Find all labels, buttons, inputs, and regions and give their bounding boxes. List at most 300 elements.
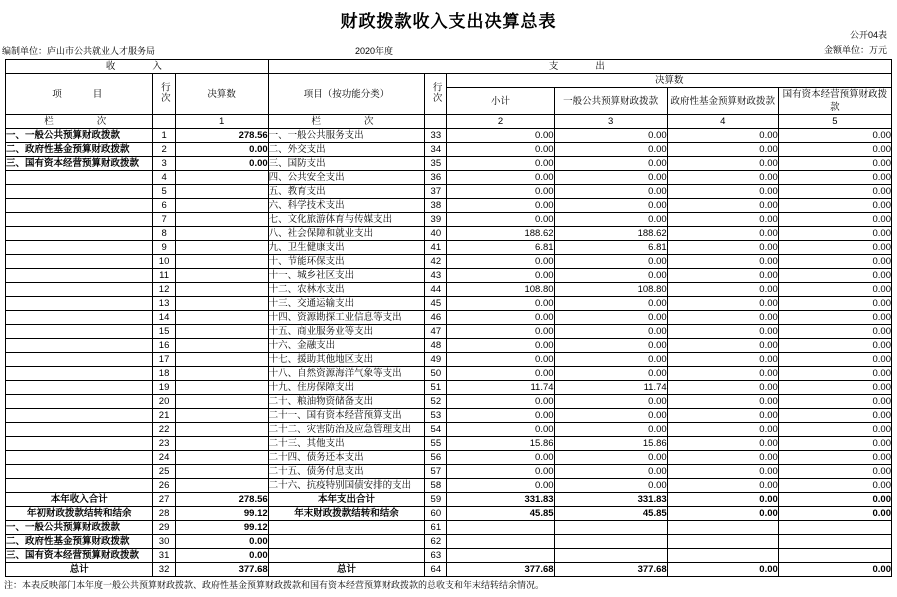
- table-row: [6, 549, 892, 563]
- income-item: [6, 185, 153, 199]
- income-line: 13: [153, 297, 175, 311]
- expense-item: 十、节能环保支出: [268, 255, 425, 269]
- expense-item: 十九、住房保障支出: [268, 381, 425, 395]
- table-row: [6, 325, 892, 339]
- expense-state-capital: [778, 521, 891, 535]
- expense-line: 52: [425, 395, 447, 409]
- col-num-1: 1: [175, 115, 268, 129]
- expense-general-public: 0.00: [554, 143, 667, 157]
- expense-gov-fund: 0.00: [667, 199, 778, 213]
- expense-state-capital: 0.00: [778, 353, 891, 367]
- expense-state-capital: 0.00: [778, 409, 891, 423]
- state-capital-header: 国有资本经营预算财政拨款: [778, 88, 891, 115]
- expense-state-capital: 0.00: [778, 269, 891, 283]
- expense-gov-fund: [667, 535, 778, 549]
- income-value: [175, 241, 268, 255]
- expense-line: 54: [425, 423, 447, 437]
- income-line: 27: [153, 493, 175, 507]
- income-value: [175, 437, 268, 451]
- expense-state-capital: 0.00: [778, 479, 891, 493]
- expense-line-header: 行次: [425, 74, 447, 115]
- expense-item: [268, 535, 425, 549]
- expense-line: 44: [425, 283, 447, 297]
- expense-gov-fund: 0.00: [667, 381, 778, 395]
- table-row: [6, 171, 892, 185]
- income-value: [175, 451, 268, 465]
- table-note: 注：本表反映部门本年度一般公共预算财政拨款、政府性基金预算财政拨款和国有资本经营预算财政拨款的总收支和年末结转结余情况。: [4, 580, 545, 590]
- income-value: [175, 479, 268, 493]
- expense-item: 一、一般公共服务支出: [268, 129, 425, 143]
- expense-gov-fund: 0.00: [667, 185, 778, 199]
- expense-subtotal: 0.00: [447, 199, 554, 213]
- expense-line: 35: [425, 157, 447, 171]
- expense-gov-fund: 0.00: [667, 353, 778, 367]
- expense-general-public: 0.00: [554, 297, 667, 311]
- expense-subtotal: 0.00: [447, 325, 554, 339]
- income-line: 7: [153, 213, 175, 227]
- expense-general-public: 6.81: [554, 241, 667, 255]
- income-value: [175, 311, 268, 325]
- expense-subtotal: 0.00: [447, 311, 554, 325]
- subtotal-header: 小计: [447, 88, 554, 115]
- income-item: 一、一般公共预算财政拨款: [6, 129, 153, 143]
- expense-gov-fund: 0.00: [667, 409, 778, 423]
- expense-item: 三、国防支出: [268, 157, 425, 171]
- table-row: [6, 255, 892, 269]
- income-item-header: 项 目: [6, 74, 153, 115]
- expense-gov-fund: 0.00: [667, 143, 778, 157]
- expense-item: 二十五、债务付息支出: [268, 465, 425, 479]
- table-row: [6, 493, 892, 507]
- expense-state-capital: 0.00: [778, 563, 891, 577]
- expense-subtotal: 0.00: [447, 297, 554, 311]
- income-item: [6, 255, 153, 269]
- expense-final-group-header: 决算数: [447, 74, 892, 88]
- budget-table: [5, 59, 892, 577]
- expense-line: 40: [425, 227, 447, 241]
- income-value: [175, 171, 268, 185]
- income-line: 23: [153, 437, 175, 451]
- expense-item: 二十六、抗疫特别国债安排的支出: [268, 479, 425, 493]
- expense-gov-fund: 0.00: [667, 171, 778, 185]
- col-num-4: 4: [667, 115, 778, 129]
- table-row: [6, 227, 892, 241]
- income-item: [6, 353, 153, 367]
- expense-line: 38: [425, 199, 447, 213]
- rank-row-label-2: 栏 次: [268, 115, 425, 129]
- expense-general-public: 15.86: [554, 437, 667, 451]
- expense-state-capital: 0.00: [778, 367, 891, 381]
- expense-subtotal: 0.00: [447, 129, 554, 143]
- income-line: 28: [153, 507, 175, 521]
- income-item: [6, 171, 153, 185]
- income-item: [6, 479, 153, 493]
- expense-general-public: 0.00: [554, 367, 667, 381]
- income-value: [175, 185, 268, 199]
- expense-gov-fund: 0.00: [667, 451, 778, 465]
- amount-unit: 金额单位：万元: [823, 45, 887, 55]
- expense-state-capital: 0.00: [778, 241, 891, 255]
- expense-item: [268, 521, 425, 535]
- income-line: 3: [153, 157, 175, 171]
- expense-general-public: 0.00: [554, 479, 667, 493]
- expense-line: 62: [425, 535, 447, 549]
- expense-line: 42: [425, 255, 447, 269]
- table-row: [6, 199, 892, 213]
- expense-state-capital: 0.00: [778, 185, 891, 199]
- expense-state-capital: 0.00: [778, 171, 891, 185]
- expense-line: 45: [425, 297, 447, 311]
- expense-item: [268, 549, 425, 563]
- expense-line: 43: [425, 269, 447, 283]
- income-line: 29: [153, 521, 175, 535]
- expense-gov-fund: 0.00: [667, 493, 778, 507]
- income-line: 6: [153, 199, 175, 213]
- expense-line: 39: [425, 213, 447, 227]
- income-item: 年初财政拨款结转和结余: [6, 507, 153, 521]
- income-item: [6, 269, 153, 283]
- expense-line: 59: [425, 493, 447, 507]
- income-line: 2: [153, 143, 175, 157]
- expense-general-public: 0.00: [554, 325, 667, 339]
- expense-subtotal: 0.00: [447, 395, 554, 409]
- expense-state-capital: 0.00: [778, 493, 891, 507]
- table-row: [6, 353, 892, 367]
- expense-subtotal: 0.00: [447, 409, 554, 423]
- expense-subtotal: 0.00: [447, 339, 554, 353]
- expense-item: 五、教育支出: [268, 185, 425, 199]
- expense-gov-fund: 0.00: [667, 311, 778, 325]
- income-item: [6, 199, 153, 213]
- expense-subtotal: 0.00: [447, 171, 554, 185]
- expense-state-capital: 0.00: [778, 311, 891, 325]
- expense-general-public: [554, 535, 667, 549]
- expense-general-public: 331.83: [554, 493, 667, 507]
- income-item: 一、一般公共预算财政拨款: [6, 521, 153, 535]
- expense-line: 64: [425, 563, 447, 577]
- expense-item: 十四、资源勘探工业信息等支出: [268, 311, 425, 325]
- table-row: [6, 129, 892, 143]
- fiscal-year: 2020年度: [355, 46, 394, 56]
- expense-subtotal: 0.00: [447, 269, 554, 283]
- income-value: 99.12: [175, 507, 268, 521]
- expense-subtotal: 45.85: [447, 507, 554, 521]
- expense-general-public: 0.00: [554, 199, 667, 213]
- income-item: [6, 423, 153, 437]
- expense-state-capital: 0.00: [778, 213, 891, 227]
- table-row: [6, 143, 892, 157]
- expense-state-capital: 0.00: [778, 507, 891, 521]
- income-value: [175, 283, 268, 297]
- expense-subtotal: 0.00: [447, 213, 554, 227]
- expense-item: 十三、交通运输支出: [268, 297, 425, 311]
- expense-item: 二十二、灾害防治及应急管理支出: [268, 423, 425, 437]
- expense-line: 51: [425, 381, 447, 395]
- income-line: 5: [153, 185, 175, 199]
- expense-general-public: 0.00: [554, 157, 667, 171]
- income-line: 14: [153, 311, 175, 325]
- expense-line: 49: [425, 353, 447, 367]
- table-row: [6, 395, 892, 409]
- expense-subtotal: [447, 535, 554, 549]
- income-line: 21: [153, 409, 175, 423]
- expense-item: 十七、援助其他地区支出: [268, 353, 425, 367]
- expense-general-public: 0.00: [554, 213, 667, 227]
- expense-gov-fund: 0.00: [667, 423, 778, 437]
- expense-line: 58: [425, 479, 447, 493]
- expense-gov-fund: 0.00: [667, 157, 778, 171]
- expense-line: 36: [425, 171, 447, 185]
- expense-general-public: 377.68: [554, 563, 667, 577]
- income-value: [175, 423, 268, 437]
- expense-subtotal: 6.81: [447, 241, 554, 255]
- table-row: [6, 283, 892, 297]
- income-item: [6, 283, 153, 297]
- table-row: [6, 563, 892, 577]
- expense-gov-fund: 0.00: [667, 395, 778, 409]
- expense-subtotal: 188.62: [447, 227, 554, 241]
- income-value: [175, 381, 268, 395]
- expense-state-capital: 0.00: [778, 451, 891, 465]
- expense-state-capital: [778, 549, 891, 563]
- expense-general-public: 0.00: [554, 353, 667, 367]
- expense-subtotal: 0.00: [447, 157, 554, 171]
- income-value: [175, 269, 268, 283]
- expense-item: 本年支出合计: [268, 493, 425, 507]
- income-value: [175, 213, 268, 227]
- income-line: 12: [153, 283, 175, 297]
- expense-line: 34: [425, 143, 447, 157]
- income-value: 278.56: [175, 129, 268, 143]
- income-line: 9: [153, 241, 175, 255]
- expense-state-capital: 0.00: [778, 339, 891, 353]
- form-code: 公开04表: [849, 30, 887, 40]
- expense-line: 63: [425, 549, 447, 563]
- expense-state-capital: 0.00: [778, 381, 891, 395]
- expense-item-header: 项目（按功能分类）: [268, 74, 425, 115]
- income-item: 三、国有资本经营预算财政拨款: [6, 157, 153, 171]
- income-item: [6, 227, 153, 241]
- expense-subtotal: 0.00: [447, 479, 554, 493]
- col-num-3: 3: [554, 115, 667, 129]
- income-final-header: 决算数: [175, 74, 268, 115]
- income-value: [175, 353, 268, 367]
- income-item: [6, 325, 153, 339]
- income-line: 19: [153, 381, 175, 395]
- expense-general-public: 0.00: [554, 171, 667, 185]
- table-row: [6, 339, 892, 353]
- expense-state-capital: 0.00: [778, 395, 891, 409]
- income-line: 1: [153, 129, 175, 143]
- expense-subtotal: 0.00: [447, 185, 554, 199]
- income-value: 0.00: [175, 535, 268, 549]
- table-row: [6, 157, 892, 171]
- income-value: [175, 339, 268, 353]
- income-item: 二、政府性基金预算财政拨款: [6, 143, 153, 157]
- expense-line: 48: [425, 339, 447, 353]
- table-row: [6, 409, 892, 423]
- expense-state-capital: 0.00: [778, 297, 891, 311]
- income-line: 11: [153, 269, 175, 283]
- income-value: [175, 367, 268, 381]
- income-item: 总计: [6, 563, 153, 577]
- expense-gov-fund: 0.00: [667, 129, 778, 143]
- expense-group-header: 支 出: [268, 60, 891, 74]
- income-value: 0.00: [175, 143, 268, 157]
- income-value: [175, 199, 268, 213]
- expense-gov-fund: 0.00: [667, 241, 778, 255]
- expense-subtotal: 11.74: [447, 381, 554, 395]
- table-row: [6, 269, 892, 283]
- expense-state-capital: 0.00: [778, 129, 891, 143]
- expense-state-capital: 0.00: [778, 255, 891, 269]
- income-item: [6, 311, 153, 325]
- income-line: 25: [153, 465, 175, 479]
- expense-subtotal: 0.00: [447, 465, 554, 479]
- expense-item: 二十四、债务还本支出: [268, 451, 425, 465]
- expense-general-public: 11.74: [554, 381, 667, 395]
- expense-general-public: 0.00: [554, 339, 667, 353]
- expense-subtotal: 15.86: [447, 437, 554, 451]
- expense-gov-fund: 0.00: [667, 283, 778, 297]
- income-value: 0.00: [175, 549, 268, 563]
- expense-subtotal: 0.00: [447, 353, 554, 367]
- expense-line: 60: [425, 507, 447, 521]
- income-line: 15: [153, 325, 175, 339]
- expense-item: 七、文化旅游体育与传媒支出: [268, 213, 425, 227]
- expense-state-capital: 0.00: [778, 199, 891, 213]
- income-value: [175, 325, 268, 339]
- col-num-5: 5: [778, 115, 891, 129]
- income-line: 20: [153, 395, 175, 409]
- income-value: 278.56: [175, 493, 268, 507]
- expense-state-capital: [778, 535, 891, 549]
- expense-subtotal: [447, 549, 554, 563]
- expense-state-capital: 0.00: [778, 143, 891, 157]
- income-item: [6, 451, 153, 465]
- expense-gov-fund: 0.00: [667, 367, 778, 381]
- income-item: [6, 297, 153, 311]
- expense-general-public: 0.00: [554, 451, 667, 465]
- table-row: [6, 213, 892, 227]
- expense-line: 57: [425, 465, 447, 479]
- table-row: [6, 185, 892, 199]
- expense-line: 55: [425, 437, 447, 451]
- expense-general-public: [554, 521, 667, 535]
- income-item: 三、国有资本经营预算财政拨款: [6, 549, 153, 563]
- expense-state-capital: 0.00: [778, 227, 891, 241]
- income-line: 10: [153, 255, 175, 269]
- expense-gov-fund: 0.00: [667, 255, 778, 269]
- income-item: [6, 339, 153, 353]
- table-row: [6, 479, 892, 493]
- rank-row-label: 栏 次: [6, 115, 153, 129]
- expense-general-public: 0.00: [554, 395, 667, 409]
- expense-item: 十六、金融支出: [268, 339, 425, 353]
- income-line: 24: [153, 451, 175, 465]
- expense-subtotal: [447, 521, 554, 535]
- income-group-header: 收 入: [6, 60, 269, 74]
- income-line: 22: [153, 423, 175, 437]
- rank-blank-2: [425, 115, 447, 129]
- expense-item: 二、外交支出: [268, 143, 425, 157]
- table-row: [6, 535, 892, 549]
- expense-gov-fund: 0.00: [667, 437, 778, 451]
- expense-item: 总计: [268, 563, 425, 577]
- expense-item: 十一、城乡社区支出: [268, 269, 425, 283]
- table-row: [6, 423, 892, 437]
- expense-item: 八、社会保障和就业支出: [268, 227, 425, 241]
- table-row: [6, 311, 892, 325]
- expense-line: 53: [425, 409, 447, 423]
- expense-gov-fund: 0.00: [667, 563, 778, 577]
- expense-state-capital: 0.00: [778, 325, 891, 339]
- expense-state-capital: 0.00: [778, 283, 891, 297]
- expense-state-capital: 0.00: [778, 157, 891, 171]
- expense-subtotal: 331.83: [447, 493, 554, 507]
- income-line: 18: [153, 367, 175, 381]
- income-value: [175, 395, 268, 409]
- expense-subtotal: 0.00: [447, 255, 554, 269]
- expense-line: 33: [425, 129, 447, 143]
- expense-state-capital: 0.00: [778, 423, 891, 437]
- expense-item: 二十三、其他支出: [268, 437, 425, 451]
- expense-line: 46: [425, 311, 447, 325]
- income-line: 26: [153, 479, 175, 493]
- expense-item: 二十、粮油物资储备支出: [268, 395, 425, 409]
- expense-line: 41: [425, 241, 447, 255]
- table-row: [6, 297, 892, 311]
- income-line: 31: [153, 549, 175, 563]
- expense-subtotal: 377.68: [447, 563, 554, 577]
- income-line: 16: [153, 339, 175, 353]
- expense-gov-fund: 0.00: [667, 507, 778, 521]
- expense-gov-fund: 0.00: [667, 227, 778, 241]
- income-value: [175, 297, 268, 311]
- rank-blank-1: [153, 115, 175, 129]
- expense-general-public: 0.00: [554, 255, 667, 269]
- income-item: 本年收入合计: [6, 493, 153, 507]
- income-value: 99.12: [175, 521, 268, 535]
- expense-general-public: 0.00: [554, 409, 667, 423]
- expense-item: 二十一、国有资本经营预算支出: [268, 409, 425, 423]
- income-line-header: 行次: [153, 74, 175, 115]
- expense-line: 50: [425, 367, 447, 381]
- expense-general-public: 0.00: [554, 129, 667, 143]
- expense-general-public: 188.62: [554, 227, 667, 241]
- expense-general-public: 0.00: [554, 423, 667, 437]
- expense-item: 年末财政拨款结转和结余: [268, 507, 425, 521]
- income-value: 0.00: [175, 157, 268, 171]
- expense-gov-fund: 0.00: [667, 269, 778, 283]
- expense-gov-fund: 0.00: [667, 339, 778, 353]
- gov-fund-header: 政府性基金预算财政拨款: [667, 88, 778, 115]
- expense-gov-fund: 0.00: [667, 297, 778, 311]
- expense-gov-fund: 0.00: [667, 325, 778, 339]
- expense-general-public: 108.80: [554, 283, 667, 297]
- expense-state-capital: 0.00: [778, 437, 891, 451]
- expense-item: 十五、商业服务业等支出: [268, 325, 425, 339]
- expense-subtotal: 0.00: [447, 143, 554, 157]
- income-item: [6, 381, 153, 395]
- table-row: [6, 465, 892, 479]
- expense-item: 十二、农林水支出: [268, 283, 425, 297]
- expense-gov-fund: 0.00: [667, 479, 778, 493]
- income-line: 32: [153, 563, 175, 577]
- expense-item: 四、公共安全支出: [268, 171, 425, 185]
- income-item: [6, 395, 153, 409]
- expense-general-public: [554, 549, 667, 563]
